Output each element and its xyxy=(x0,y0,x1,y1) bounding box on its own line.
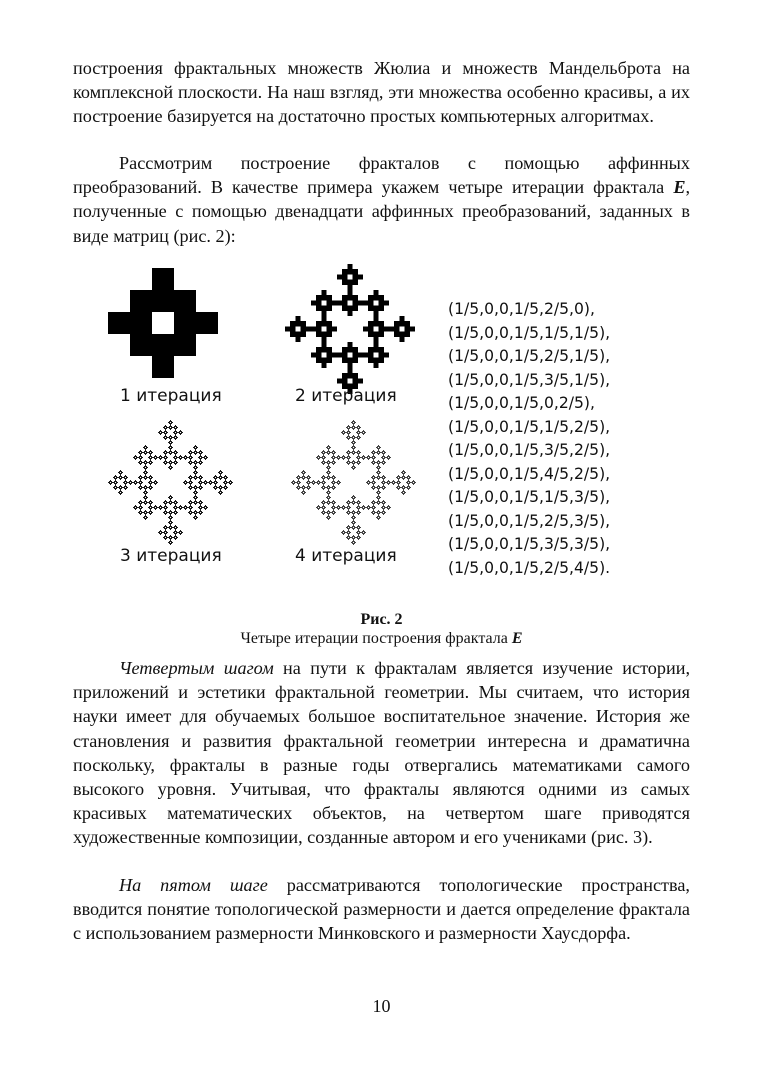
affine-matrix-6: (1/5,0,0,1/5,1/5,2/5), xyxy=(448,416,610,440)
fractal-iteration-2 xyxy=(285,264,415,394)
affine-matrix-12: (1/5,0,0,1/5,2/5,4/5). xyxy=(448,557,610,581)
paragraph-4 xyxy=(73,873,690,946)
iteration-3-label: 3 итерация xyxy=(120,546,222,566)
iteration-4-label: 4 итерация xyxy=(295,546,397,566)
iteration-2-label: 2 итерация xyxy=(295,386,397,406)
paragraph-2-text xyxy=(73,151,690,248)
affine-matrix-7: (1/5,0,0,1/5,3/5,2/5), xyxy=(448,439,610,463)
figure-caption-symbol: E xyxy=(512,630,523,647)
affine-matrix-5: (1/5,0,0,1/5,0,2/5), xyxy=(448,392,610,416)
fractal-iteration-1 xyxy=(108,268,218,378)
paragraph-3 xyxy=(73,656,690,850)
paragraph-3-rest: на пути к фракталам является изучение истории, приложений и эстетики фрактальной геометрии. Мы считаем, что история науки имеет для обучаемых большое воспитательное значение. История же становления и развития фрактальной геометрии интересна и драматична поскольку, фракталы в разные годы отвергались математиками самого высокого уровня. Учитывая, что фракталы являются одними из самых красивых математических объектов, на четвертом шаге приводятся художественные композиции, созданные автором и его учениками (рис. 3). xyxy=(73,658,690,847)
affine-matrix-2: (1/5,0,0,1/5,1/5,1/5), xyxy=(448,322,610,346)
affine-matrix-3: (1/5,0,0,1/5,2/5,1/5), xyxy=(448,345,610,369)
affine-matrices-list xyxy=(448,298,610,580)
paragraph-2-start: Рассмотрим построение фракталов с помощью аффинных преобразований. В качестве примера укажем четыре итерации фрактала xyxy=(73,153,690,197)
paragraph-2 xyxy=(73,151,690,248)
figure-caption-text: Четыре итерации построения фрактала xyxy=(240,630,511,647)
fractal-symbol: E xyxy=(673,177,685,197)
paragraph-3-text xyxy=(73,656,690,850)
affine-matrix-4: (1/5,0,0,1/5,3/5,1/5), xyxy=(448,369,610,393)
affine-matrix-8: (1/5,0,0,1/5,4/5,2/5), xyxy=(448,463,610,487)
affine-matrix-10: (1/5,0,0,1/5,2/5,3/5), xyxy=(448,510,610,534)
fractal-iteration-4 xyxy=(291,420,416,545)
affine-matrix-11: (1/5,0,0,1/5,3/5,3/5), xyxy=(448,533,610,557)
paragraph-1-text: построения фрактальных множеств Жюлиа и множеств Мандельброта на комплексной плоскости. На наш взгляд, эти множества особенно красивы, а их построение базируется на достаточно простых компьютерных алгоритмах. xyxy=(73,56,690,129)
figure-fractal-iterations xyxy=(98,262,678,582)
paragraph-1 xyxy=(73,56,690,129)
paragraph-4-italic: На пятом шаге xyxy=(119,875,268,895)
iteration-1-label: 1 итерация xyxy=(120,386,222,406)
figure-caption xyxy=(0,630,763,648)
figure-title: Рис. 2 xyxy=(0,611,763,629)
page-number: 10 xyxy=(0,996,763,1017)
affine-matrix-9: (1/5,0,0,1/5,1/5,3/5), xyxy=(448,486,610,510)
paragraph-2-end: , полученные с помощью двенадцати аффинных преобразований, заданных в виде матриц (рис. 2): xyxy=(73,177,690,245)
fractal-iteration-3 xyxy=(108,420,233,545)
paragraph-4-rest: рассматриваются топологические пространства, вводится понятие топологической размерности и дается определение фрактала с использованием размерности Минковского и размерности Хаусдорфа. xyxy=(73,875,690,943)
affine-matrix-1: (1/5,0,0,1/5,2/5,0), xyxy=(448,298,610,322)
paragraph-3-italic: Четвертым шагом xyxy=(119,658,274,678)
paragraph-4-text xyxy=(73,873,690,946)
